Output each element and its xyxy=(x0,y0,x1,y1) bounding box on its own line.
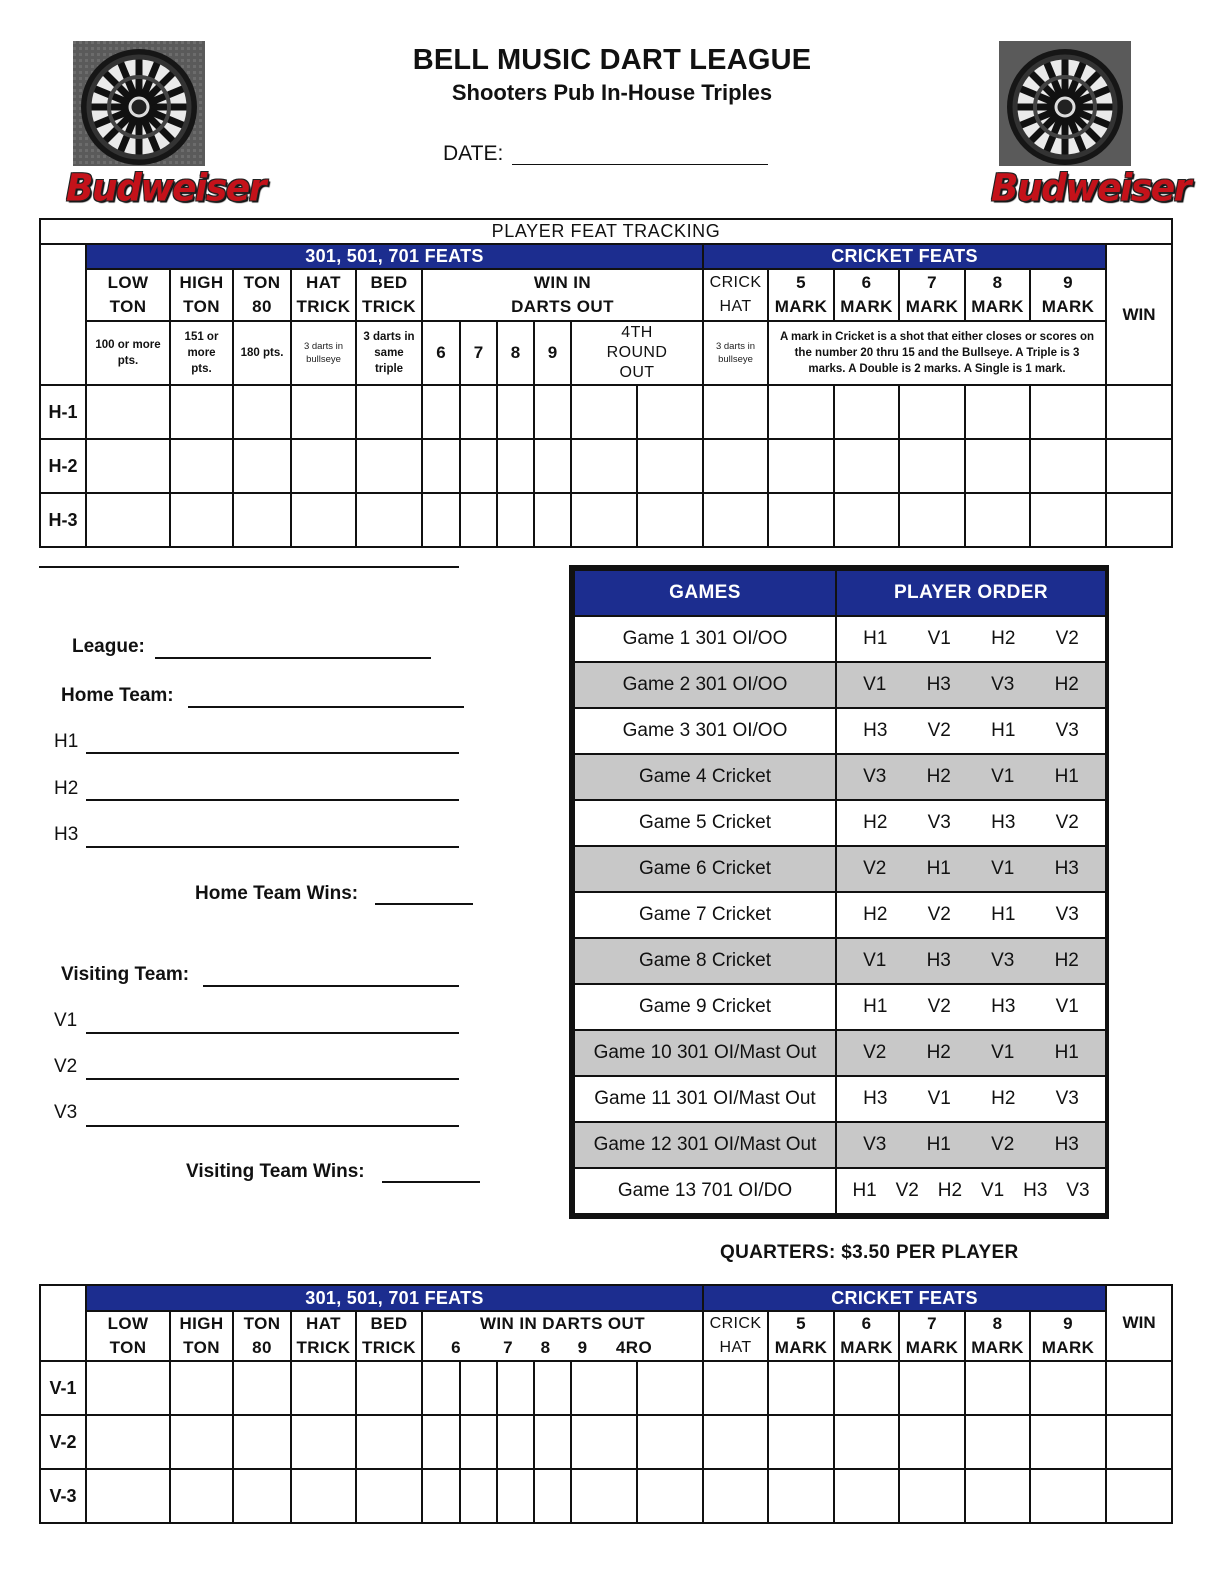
visiting-player-row-label: V-1 xyxy=(40,1361,86,1415)
player-order-slot: V2 xyxy=(863,1042,887,1063)
visiting-player-row-label: V-3 xyxy=(40,1469,86,1523)
player-feat-row xyxy=(40,1469,1172,1523)
feat-entry-cell[interactable] xyxy=(1030,493,1106,547)
visiting-team-field[interactable] xyxy=(203,985,459,987)
player-order-slot: V3 xyxy=(863,766,887,787)
visiting-player-row-label: V-2 xyxy=(40,1415,86,1469)
feat-entry-cell[interactable] xyxy=(899,1361,965,1415)
group-301-header: 301, 501, 701 FEATS xyxy=(86,1285,703,1311)
home-team-label: Home Team: xyxy=(61,685,174,706)
low-ton-header: LOW TON xyxy=(86,1311,170,1361)
player-order-slot: V2 xyxy=(895,1180,919,1201)
player-order xyxy=(836,938,1106,984)
feat-entry-cell[interactable] xyxy=(86,439,170,493)
feat-entry-cell[interactable] xyxy=(899,1415,965,1469)
game-row xyxy=(574,892,1106,938)
fourth-round-out-header: 4TH ROUND OUT xyxy=(571,321,703,385)
feat-entry-cell[interactable] xyxy=(768,1415,834,1469)
player-order-slot: H2 xyxy=(926,1042,951,1063)
win-header: WIN xyxy=(1106,1285,1172,1361)
feat-entry-cell[interactable] xyxy=(497,493,534,547)
visiting-team-label: Visiting Team: xyxy=(61,964,190,985)
home-player-1-field[interactable] xyxy=(86,752,459,754)
feat-entry-cell[interactable] xyxy=(768,1361,834,1415)
player-order-slot: V2 xyxy=(863,858,887,879)
home-feat-table xyxy=(39,218,1173,548)
visiting-team-wins-label: Visiting Team Wins: xyxy=(186,1161,365,1182)
player-order-slot: H3 xyxy=(863,1088,888,1109)
feat-entry-cell[interactable] xyxy=(356,439,422,493)
high-ton-header: HIGH TON xyxy=(170,1311,233,1361)
player-order-slot: H2 xyxy=(937,1180,963,1201)
player-order-slot: H1 xyxy=(926,1134,951,1155)
player-order-slot: V2 xyxy=(1055,628,1079,649)
feat-entry-cell[interactable] xyxy=(422,1415,460,1469)
home-player-2-label: H2 xyxy=(54,778,79,799)
brand-logo-right: Budweiser xyxy=(991,166,1190,211)
home-player-row-label: H-1 xyxy=(40,385,86,439)
crick-hat-header: CRICK HAT xyxy=(703,1311,768,1361)
mark7-header: 7 MARK xyxy=(899,1311,965,1361)
hat-trick-header: HAT TRICK xyxy=(291,1311,356,1361)
group-cricket-header: CRICKET FEATS xyxy=(703,244,1106,269)
feat-entry-cell[interactable] xyxy=(703,1415,768,1469)
feat-entry-cell[interactable] xyxy=(834,493,899,547)
game-name: Game 3 301 OI/OO xyxy=(574,708,836,754)
darts-8-header: 8 xyxy=(497,321,534,385)
feat-entry-cell[interactable] xyxy=(497,385,534,439)
game-row xyxy=(574,800,1106,846)
feat-entry-cell[interactable] xyxy=(965,1415,1030,1469)
player-order-slot: H3 xyxy=(1054,1134,1079,1155)
feat-entry-cell[interactable] xyxy=(86,493,170,547)
quarters-note: QUARTERS: $3.50 PER PLAYER xyxy=(720,1242,1019,1263)
player-order-slot: V3 xyxy=(1055,720,1079,741)
feat-entry-cell[interactable] xyxy=(356,1469,422,1523)
feat-entry-cell[interactable] xyxy=(571,1469,637,1523)
page-title: BELL MUSIC DART LEAGUE xyxy=(412,44,812,76)
feat-entry-cell[interactable] xyxy=(356,1415,422,1469)
game-row xyxy=(574,616,1106,662)
player-order-slot: V2 xyxy=(991,1134,1015,1155)
feat-entry-cell[interactable] xyxy=(637,493,703,547)
feat-entry-cell[interactable] xyxy=(1030,1361,1106,1415)
player-order-slot: V2 xyxy=(927,996,951,1017)
feat-entry-cell[interactable] xyxy=(497,1415,534,1469)
player-order-slot: H2 xyxy=(863,904,888,925)
home-player-1-label: H1 xyxy=(54,731,79,752)
player-feat-row xyxy=(40,385,1172,439)
feat-entry-cell[interactable] xyxy=(170,1469,233,1523)
player-order xyxy=(836,1030,1106,1076)
feat-entry-cell[interactable] xyxy=(834,1361,899,1415)
game-row xyxy=(574,1076,1106,1122)
player-order-slot: V1 xyxy=(927,628,951,649)
ton-80-header: TON 80 xyxy=(233,1311,291,1361)
feat-entry-cell[interactable] xyxy=(534,1469,571,1523)
player-feat-row xyxy=(40,1361,1172,1415)
feat-entry-cell[interactable] xyxy=(233,493,291,547)
darts-9-header: 9 xyxy=(534,321,571,385)
corner-cell xyxy=(40,244,86,385)
home-player-3-label: H3 xyxy=(54,824,79,845)
game-row xyxy=(574,846,1106,892)
player-order xyxy=(836,800,1106,846)
feat-entry-cell[interactable] xyxy=(965,439,1030,493)
mark5-header: 5 MARK xyxy=(768,269,834,321)
player-order-slot: H1 xyxy=(991,720,1016,741)
feat-entry-cell[interactable] xyxy=(497,439,534,493)
feat-entry-cell[interactable] xyxy=(965,385,1030,439)
mark9-header: 9 MARK xyxy=(1030,1311,1106,1361)
low-ton-desc: 100 or more pts. xyxy=(86,321,170,385)
player-feat-row xyxy=(40,1415,1172,1469)
mark5-header: 5 MARK xyxy=(768,1311,834,1361)
darts-7-header: 7 xyxy=(460,321,497,385)
home-player-row-label: H-2 xyxy=(40,439,86,493)
feat-entry-cell[interactable] xyxy=(834,385,899,439)
visiting-player-2-label: V2 xyxy=(54,1056,78,1077)
hat-trick-header: HAT TRICK xyxy=(291,269,356,321)
mark8-header: 8 MARK xyxy=(965,1311,1030,1361)
home-team-wins-field[interactable] xyxy=(375,903,473,905)
player-order-slot: V1 xyxy=(991,766,1015,787)
player-order xyxy=(836,1076,1106,1122)
feat-entry-cell[interactable] xyxy=(534,1415,571,1469)
mark9-header: 9 MARK xyxy=(1030,269,1106,321)
feat-entry-cell[interactable] xyxy=(356,493,422,547)
feat-entry-cell[interactable] xyxy=(422,493,460,547)
home-team-field[interactable] xyxy=(188,706,464,708)
feat-entry-cell[interactable] xyxy=(534,1361,571,1415)
player-order xyxy=(836,616,1106,662)
home-player-3-field[interactable] xyxy=(86,846,459,848)
feat-entry-cell[interactable] xyxy=(571,1415,637,1469)
player-order-slot: V3 xyxy=(991,950,1015,971)
visiting-player-3-field[interactable] xyxy=(86,1125,459,1127)
player-order-slot: V1 xyxy=(863,950,887,971)
feat-entry-cell[interactable] xyxy=(1030,385,1106,439)
feat-entry-cell[interactable] xyxy=(1030,1469,1106,1523)
mark-note: A mark in Cricket is a shot that either closes or scores on the number 20 thru 15 and the Bullseye. A Triple is 3 marks. A Double is 2 marks. A Single is 1 mark. xyxy=(768,321,1106,385)
player-order-slot: H1 xyxy=(1054,1042,1079,1063)
feat-entry-cell[interactable] xyxy=(637,439,703,493)
feat-entry-cell[interactable] xyxy=(86,1415,170,1469)
feat-entry-cell[interactable] xyxy=(460,385,497,439)
feat-entry-cell[interactable] xyxy=(899,493,965,547)
player-order xyxy=(836,1122,1106,1168)
player-order-slot: H2 xyxy=(991,1088,1016,1109)
feat-entry-cell[interactable] xyxy=(1030,1415,1106,1469)
home-team-wins-label: Home Team Wins: xyxy=(195,883,359,904)
corner-cell xyxy=(40,1285,86,1361)
game-row xyxy=(574,1122,1106,1168)
feat-entry-cell[interactable] xyxy=(899,439,965,493)
games-header: GAMES xyxy=(574,570,836,616)
feat-entry-cell[interactable] xyxy=(1106,1415,1172,1469)
feat-entry-cell[interactable] xyxy=(291,1415,356,1469)
feat-entry-cell[interactable] xyxy=(422,385,460,439)
feat-entry-cell[interactable] xyxy=(703,385,768,439)
feat-entry-cell[interactable] xyxy=(571,385,637,439)
feat-entry-cell[interactable] xyxy=(899,385,965,439)
high-ton-desc: 151 or more pts. xyxy=(170,321,233,385)
feat-entry-cell[interactable] xyxy=(534,493,571,547)
feat-entry-cell[interactable] xyxy=(86,1469,170,1523)
player-order-slot: H3 xyxy=(863,720,888,741)
home-player-row-label: H-3 xyxy=(40,493,86,547)
games-table xyxy=(569,565,1109,1219)
feat-entry-cell[interactable] xyxy=(291,385,356,439)
player-order-slot: V1 xyxy=(1055,996,1079,1017)
feat-entry-cell[interactable] xyxy=(460,493,497,547)
feat-entry-cell[interactable] xyxy=(637,385,703,439)
page-subtitle: Shooters Pub In-House Triples xyxy=(451,80,773,105)
feat-entry-cell[interactable] xyxy=(571,493,637,547)
game-name: Game 7 Cricket xyxy=(574,892,836,938)
feat-entry-cell[interactable] xyxy=(1106,385,1172,439)
player-order-slot: H3 xyxy=(926,674,951,695)
feat-entry-cell[interactable] xyxy=(233,1415,291,1469)
player-order-slot: H1 xyxy=(863,996,888,1017)
player-order-slot: H1 xyxy=(926,858,951,879)
player-order xyxy=(836,846,1106,892)
feat-entry-cell[interactable] xyxy=(768,493,834,547)
visiting-player-1-label: V1 xyxy=(54,1010,78,1031)
feat-entry-cell[interactable] xyxy=(637,1361,703,1415)
visiting-player-1-field[interactable] xyxy=(86,1032,459,1034)
game-name: Game 1 301 OI/OO xyxy=(574,616,836,662)
player-order-slot: V1 xyxy=(980,1180,1005,1201)
player-order xyxy=(836,662,1106,708)
player-order xyxy=(836,892,1106,938)
player-order-slot: H2 xyxy=(1054,950,1079,971)
league-field[interactable] xyxy=(155,657,431,659)
game-row xyxy=(574,662,1106,708)
feat-entry-cell[interactable] xyxy=(291,439,356,493)
feat-entry-cell[interactable] xyxy=(534,439,571,493)
feat-entry-cell[interactable] xyxy=(170,493,233,547)
feat-entry-cell[interactable] xyxy=(460,1415,497,1469)
feat-entry-cell[interactable] xyxy=(534,385,571,439)
date-field[interactable] xyxy=(512,164,768,165)
feat-entry-cell[interactable] xyxy=(422,439,460,493)
feat-entry-cell[interactable] xyxy=(899,1469,965,1523)
player-order-slot: H2 xyxy=(926,766,951,787)
group-cricket-header: CRICKET FEATS xyxy=(703,1285,1106,1311)
feat-entry-cell[interactable] xyxy=(834,1469,899,1523)
league-label: League: xyxy=(72,636,145,657)
feat-entry-cell[interactable] xyxy=(965,493,1030,547)
feat-entry-cell[interactable] xyxy=(703,1469,768,1523)
player-order-slot: H1 xyxy=(1054,766,1079,787)
mark8-header: 8 MARK xyxy=(965,269,1030,321)
feat-entry-cell[interactable] xyxy=(233,439,291,493)
feat-entry-cell[interactable] xyxy=(291,1469,356,1523)
feat-entry-cell[interactable] xyxy=(233,1361,291,1415)
visiting-team-wins-field[interactable] xyxy=(382,1181,480,1183)
mark6-header: 6 MARK xyxy=(834,1311,899,1361)
feat-entry-cell[interactable] xyxy=(768,1469,834,1523)
feat-entry-cell[interactable] xyxy=(497,1361,534,1415)
feat-entry-cell[interactable] xyxy=(703,1361,768,1415)
player-order-slot: H1 xyxy=(991,904,1016,925)
feat-entry-cell[interactable] xyxy=(571,1361,637,1415)
player-order-slot: V2 xyxy=(1055,812,1079,833)
feat-entry-cell[interactable] xyxy=(170,439,233,493)
win-darts-out-header: WIN IN DARTS OUT xyxy=(422,269,703,321)
game-row xyxy=(574,754,1106,800)
feat-entry-cell[interactable] xyxy=(170,385,233,439)
feat-entry-cell[interactable] xyxy=(497,1469,534,1523)
feat-entry-cell[interactable] xyxy=(460,1361,497,1415)
player-order-slot: V2 xyxy=(927,904,951,925)
feat-entry-cell[interactable] xyxy=(356,385,422,439)
feat-entry-cell[interactable] xyxy=(422,1469,460,1523)
feat-entry-cell[interactable] xyxy=(170,1415,233,1469)
player-order-slot: V3 xyxy=(991,674,1015,695)
player-order-slot: V3 xyxy=(1055,904,1079,925)
game-name: Game 13 701 OI/DO xyxy=(574,1168,836,1214)
feat-entry-cell[interactable] xyxy=(571,439,637,493)
mark7-header: 7 MARK xyxy=(899,269,965,321)
feat-entry-cell[interactable] xyxy=(233,385,291,439)
group-301-header: 301, 501, 701 FEATS xyxy=(86,244,703,269)
win-header: WIN xyxy=(1106,244,1172,385)
game-name: Game 6 Cricket xyxy=(574,846,836,892)
feat-entry-cell[interactable] xyxy=(834,1415,899,1469)
game-name: Game 12 301 OI/Mast Out xyxy=(574,1122,836,1168)
visitor-feat-table xyxy=(39,1284,1173,1524)
player-order-slot: H1 xyxy=(852,1180,877,1201)
ton-80-header: TON 80 xyxy=(233,269,291,321)
hat-trick-desc: 3 darts in bullseye xyxy=(291,321,356,385)
player-order xyxy=(836,708,1106,754)
player-order-slot: H3 xyxy=(926,950,951,971)
crick-hat-header: CRICK HAT xyxy=(703,269,768,321)
brand-logo-left: Budweiser xyxy=(66,166,265,211)
top-divider-line xyxy=(39,566,459,568)
feat-tracking-title: PLAYER FEAT TRACKING xyxy=(40,219,1172,244)
feat-entry-cell[interactable] xyxy=(703,493,768,547)
player-order-slot: H3 xyxy=(1054,858,1079,879)
game-row xyxy=(574,1168,1106,1214)
feat-entry-cell[interactable] xyxy=(1106,439,1172,493)
feat-entry-cell[interactable] xyxy=(637,1469,703,1523)
player-order-slot: H2 xyxy=(863,812,888,833)
ton-80-desc: 180 pts. xyxy=(233,321,291,385)
feat-entry-cell[interactable] xyxy=(1106,1469,1172,1523)
player-order-slot: H2 xyxy=(1054,674,1079,695)
game-row xyxy=(574,1030,1106,1076)
feat-entry-cell[interactable] xyxy=(460,439,497,493)
game-name: Game 10 301 OI/Mast Out xyxy=(574,1030,836,1076)
feat-entry-cell[interactable] xyxy=(86,385,170,439)
bed-trick-header: BED TRICK xyxy=(356,1311,422,1361)
game-row xyxy=(574,984,1106,1030)
player-order-slot: V1 xyxy=(991,858,1015,879)
feat-entry-cell[interactable] xyxy=(460,1469,497,1523)
feat-entry-cell[interactable] xyxy=(422,1361,460,1415)
visiting-player-3-label: V3 xyxy=(54,1102,78,1123)
low-ton-header: LOW TON xyxy=(86,269,170,321)
bed-trick-header: BED TRICK xyxy=(356,269,422,321)
game-name: Game 4 Cricket xyxy=(574,754,836,800)
feat-entry-cell[interactable] xyxy=(170,1361,233,1415)
player-order-slot: V3 xyxy=(863,1134,887,1155)
player-order-slot: H3 xyxy=(991,812,1016,833)
feat-entry-cell[interactable] xyxy=(86,1361,170,1415)
player-order xyxy=(836,984,1106,1030)
feat-entry-cell[interactable] xyxy=(834,439,899,493)
feat-entry-cell[interactable] xyxy=(1106,493,1172,547)
player-order-slot: H1 xyxy=(863,628,888,649)
player-order-slot: H3 xyxy=(991,996,1016,1017)
feat-entry-cell[interactable] xyxy=(965,1361,1030,1415)
game-name: Game 9 Cricket xyxy=(574,984,836,1030)
player-order-slot: V3 xyxy=(1066,1180,1090,1201)
game-name: Game 11 301 OI/Mast Out xyxy=(574,1076,836,1122)
darts-6-header: 6 xyxy=(422,321,460,385)
feat-entry-cell[interactable] xyxy=(233,1469,291,1523)
bed-trick-desc: 3 darts in same triple xyxy=(356,321,422,385)
feat-entry-cell[interactable] xyxy=(965,1469,1030,1523)
player-order-slot: V1 xyxy=(991,1042,1015,1063)
game-name: Game 2 301 OI/OO xyxy=(574,662,836,708)
high-ton-header: HIGH TON xyxy=(170,269,233,321)
player-feat-row xyxy=(40,439,1172,493)
player-order-slot: V1 xyxy=(927,1088,951,1109)
feat-entry-cell[interactable] xyxy=(768,439,834,493)
feat-entry-cell[interactable] xyxy=(356,1361,422,1415)
player-order-slot: V2 xyxy=(927,720,951,741)
game-row xyxy=(574,708,1106,754)
player-order-header: PLAYER ORDER xyxy=(836,570,1106,616)
feat-entry-cell[interactable] xyxy=(1106,1361,1172,1415)
game-name: Game 5 Cricket xyxy=(574,800,836,846)
visiting-player-2-field[interactable] xyxy=(86,1078,459,1080)
feat-entry-cell[interactable] xyxy=(637,1415,703,1469)
feat-entry-cell[interactable] xyxy=(768,385,834,439)
mark6-header: 6 MARK xyxy=(834,269,899,321)
date-label: DATE: xyxy=(443,142,504,165)
game-name: Game 8 Cricket xyxy=(574,938,836,984)
feat-entry-cell[interactable] xyxy=(291,493,356,547)
player-order xyxy=(836,1168,1106,1214)
feat-entry-cell[interactable] xyxy=(291,1361,356,1415)
player-feat-row xyxy=(40,493,1172,547)
player-order-slot: V3 xyxy=(927,812,951,833)
player-order xyxy=(836,754,1106,800)
player-order-slot: H3 xyxy=(1023,1180,1048,1201)
player-order-slot: V1 xyxy=(863,674,887,695)
home-player-2-field[interactable] xyxy=(86,799,459,801)
win-darts-out-header: WIN IN DARTS OUT 6 7 8 9 4RO xyxy=(422,1311,703,1361)
game-row xyxy=(574,938,1106,984)
crick-hat-desc: 3 darts in bullseye xyxy=(703,321,768,385)
feat-entry-cell[interactable] xyxy=(703,439,768,493)
player-order-slot: H2 xyxy=(991,628,1016,649)
feat-entry-cell[interactable] xyxy=(1030,439,1106,493)
player-order-slot: V3 xyxy=(1055,1088,1079,1109)
